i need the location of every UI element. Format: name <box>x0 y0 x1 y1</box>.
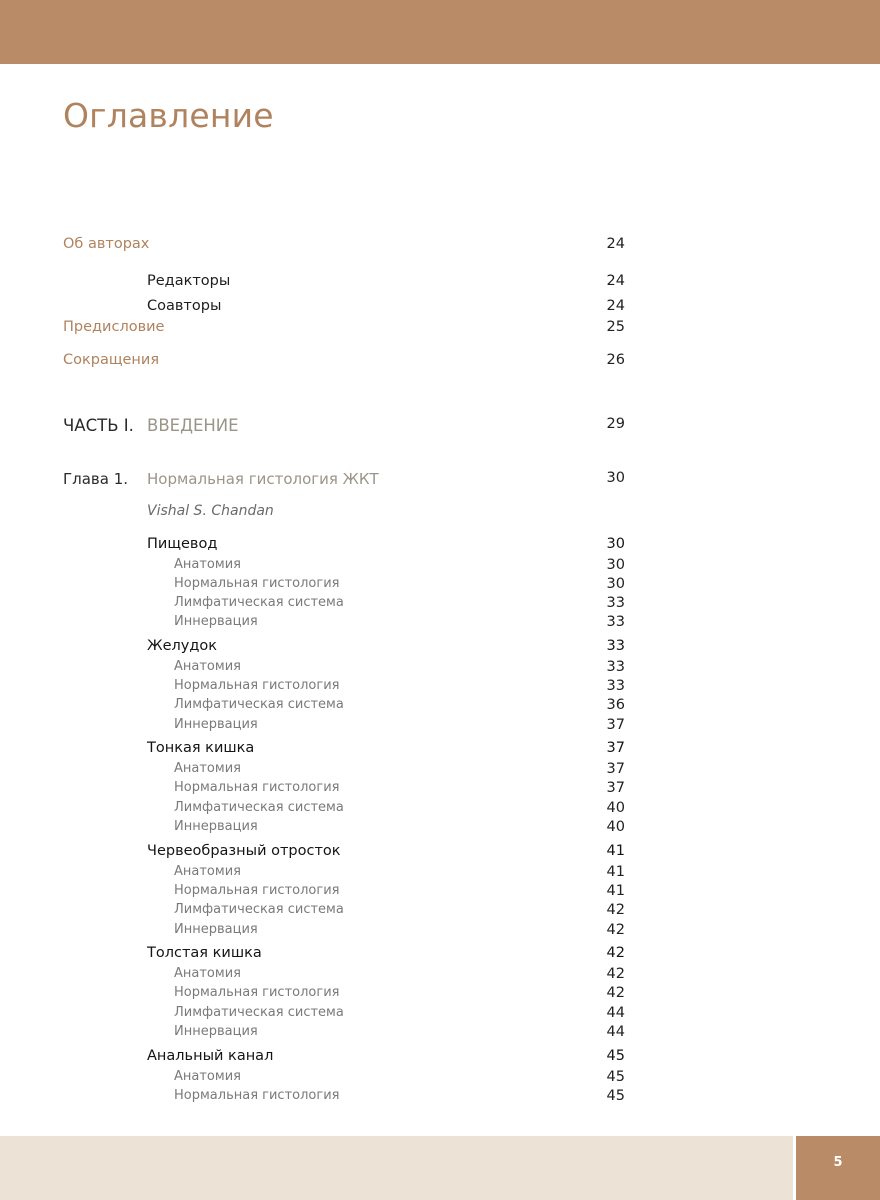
toc-label: Соавторы <box>147 298 222 314</box>
toc-page-number: 25 <box>606 319 625 335</box>
toc-entry-sub[interactable] <box>0 273 880 297</box>
toc-page-number: 30 <box>606 576 625 592</box>
toc-page-number: 24 <box>606 298 625 314</box>
toc-entry-part[interactable] <box>0 416 880 440</box>
toc-label: Редакторы <box>147 273 231 289</box>
toc-page-number: 44 <box>606 1005 625 1021</box>
toc-entry-item[interactable] <box>0 1088 880 1112</box>
toc-label: Пищевод <box>147 536 218 552</box>
toc-entry-item[interactable] <box>0 819 880 843</box>
toc-label: Анатомия <box>174 966 241 981</box>
toc-entry-front[interactable] <box>0 319 880 343</box>
toc-label: Нормальная гистология <box>174 883 340 898</box>
toc-page-number: 37 <box>606 717 625 733</box>
toc-page-number: 37 <box>606 740 625 756</box>
toc-page-number: 26 <box>606 352 625 368</box>
toc-label: Анатомия <box>174 1069 241 1084</box>
toc-label: Иннервация <box>174 614 258 629</box>
toc-page-number: 29 <box>606 416 625 432</box>
toc-entry-item[interactable] <box>0 922 880 946</box>
toc-label: Нормальная гистология <box>174 985 340 1000</box>
toc-label: Нормальная гистология <box>174 576 340 591</box>
toc-page-number: 33 <box>606 678 625 694</box>
toc-label: Лимфатическая система <box>174 902 344 917</box>
toc-entry-item[interactable] <box>0 614 880 638</box>
toc-label: Vishal S. Chandan <box>147 503 274 519</box>
toc-page-number: 42 <box>606 966 625 982</box>
toc-label: Анатомия <box>174 761 241 776</box>
toc-label: ЧАСТЬ I. <box>63 416 134 435</box>
toc-label: Нормальная гистология <box>174 780 340 795</box>
toc-page-number: 33 <box>606 659 625 675</box>
toc-page-number: 41 <box>606 843 625 859</box>
toc-entry-item[interactable] <box>0 1024 880 1048</box>
toc-label: Тонкая кишка <box>147 740 255 756</box>
toc-page-number: 40 <box>606 819 625 835</box>
toc-page-number: 45 <box>606 1048 625 1064</box>
toc-entry-author[interactable] <box>0 503 880 527</box>
toc-page-number: 30 <box>606 536 625 552</box>
toc-label: Иннервация <box>174 1024 258 1039</box>
toc-label: Лимфатическая система <box>174 697 344 712</box>
toc-label: Предисловие <box>63 319 165 335</box>
toc-label: Глава 1. <box>63 470 129 488</box>
toc-page-number: 40 <box>606 800 625 816</box>
toc-label: Иннервация <box>174 922 258 937</box>
toc-page-number: 41 <box>606 883 625 899</box>
toc-page-number: 41 <box>606 864 625 880</box>
toc-title: Нормальная гистология ЖКТ <box>147 470 379 488</box>
toc-label: Червеобразный отросток <box>147 843 341 859</box>
toc-label: Сокращения <box>63 352 160 368</box>
toc-entry-item[interactable] <box>0 717 880 741</box>
toc-page-number: 33 <box>606 595 625 611</box>
toc-page-number: 42 <box>606 922 625 938</box>
page-number: 5 <box>796 1136 880 1200</box>
toc-page-number: 37 <box>606 761 625 777</box>
toc-label: Иннервация <box>174 717 258 732</box>
toc-page-number: 30 <box>606 470 625 486</box>
toc-page-number: 42 <box>606 985 625 1001</box>
toc-label: Анальный канал <box>147 1048 274 1064</box>
toc-page-number: 36 <box>606 697 625 713</box>
toc-title: ВВЕДЕНИЕ <box>147 416 239 435</box>
toc-label: Иннервация <box>174 819 258 834</box>
toc-label: Лимфатическая система <box>174 1005 344 1020</box>
toc-entry-front[interactable] <box>0 352 880 376</box>
toc-page-number: 37 <box>606 780 625 796</box>
toc-page-number: 44 <box>606 1024 625 1040</box>
toc-label: Об авторах <box>63 236 150 252</box>
toc-page-number: 45 <box>606 1088 625 1104</box>
toc-entry-chapter[interactable] <box>0 470 880 494</box>
toc-label: Анатомия <box>174 659 241 674</box>
toc-page-number: 24 <box>606 273 625 289</box>
toc-label: Нормальная гистология <box>174 678 340 693</box>
toc-label: Анатомия <box>174 557 241 572</box>
toc-page-number: 33 <box>606 614 625 630</box>
toc-entry-front[interactable] <box>0 236 880 260</box>
toc-page-number: 45 <box>606 1069 625 1085</box>
toc-page-number: 33 <box>606 638 625 654</box>
page-title: Оглавление <box>63 96 274 135</box>
toc-label: Толстая кишка <box>147 945 262 961</box>
toc-page-number: 42 <box>606 902 625 918</box>
toc-label: Лимфатическая система <box>174 800 344 815</box>
toc-page-number: 42 <box>606 945 625 961</box>
footer-band <box>0 1136 793 1200</box>
toc-label: Лимфатическая система <box>174 595 344 610</box>
toc-page-number: 24 <box>606 236 625 252</box>
toc-page-number: 30 <box>606 557 625 573</box>
toc-label: Нормальная гистология <box>174 1088 340 1103</box>
toc-label: Желудок <box>147 638 218 654</box>
toc-label: Анатомия <box>174 864 241 879</box>
